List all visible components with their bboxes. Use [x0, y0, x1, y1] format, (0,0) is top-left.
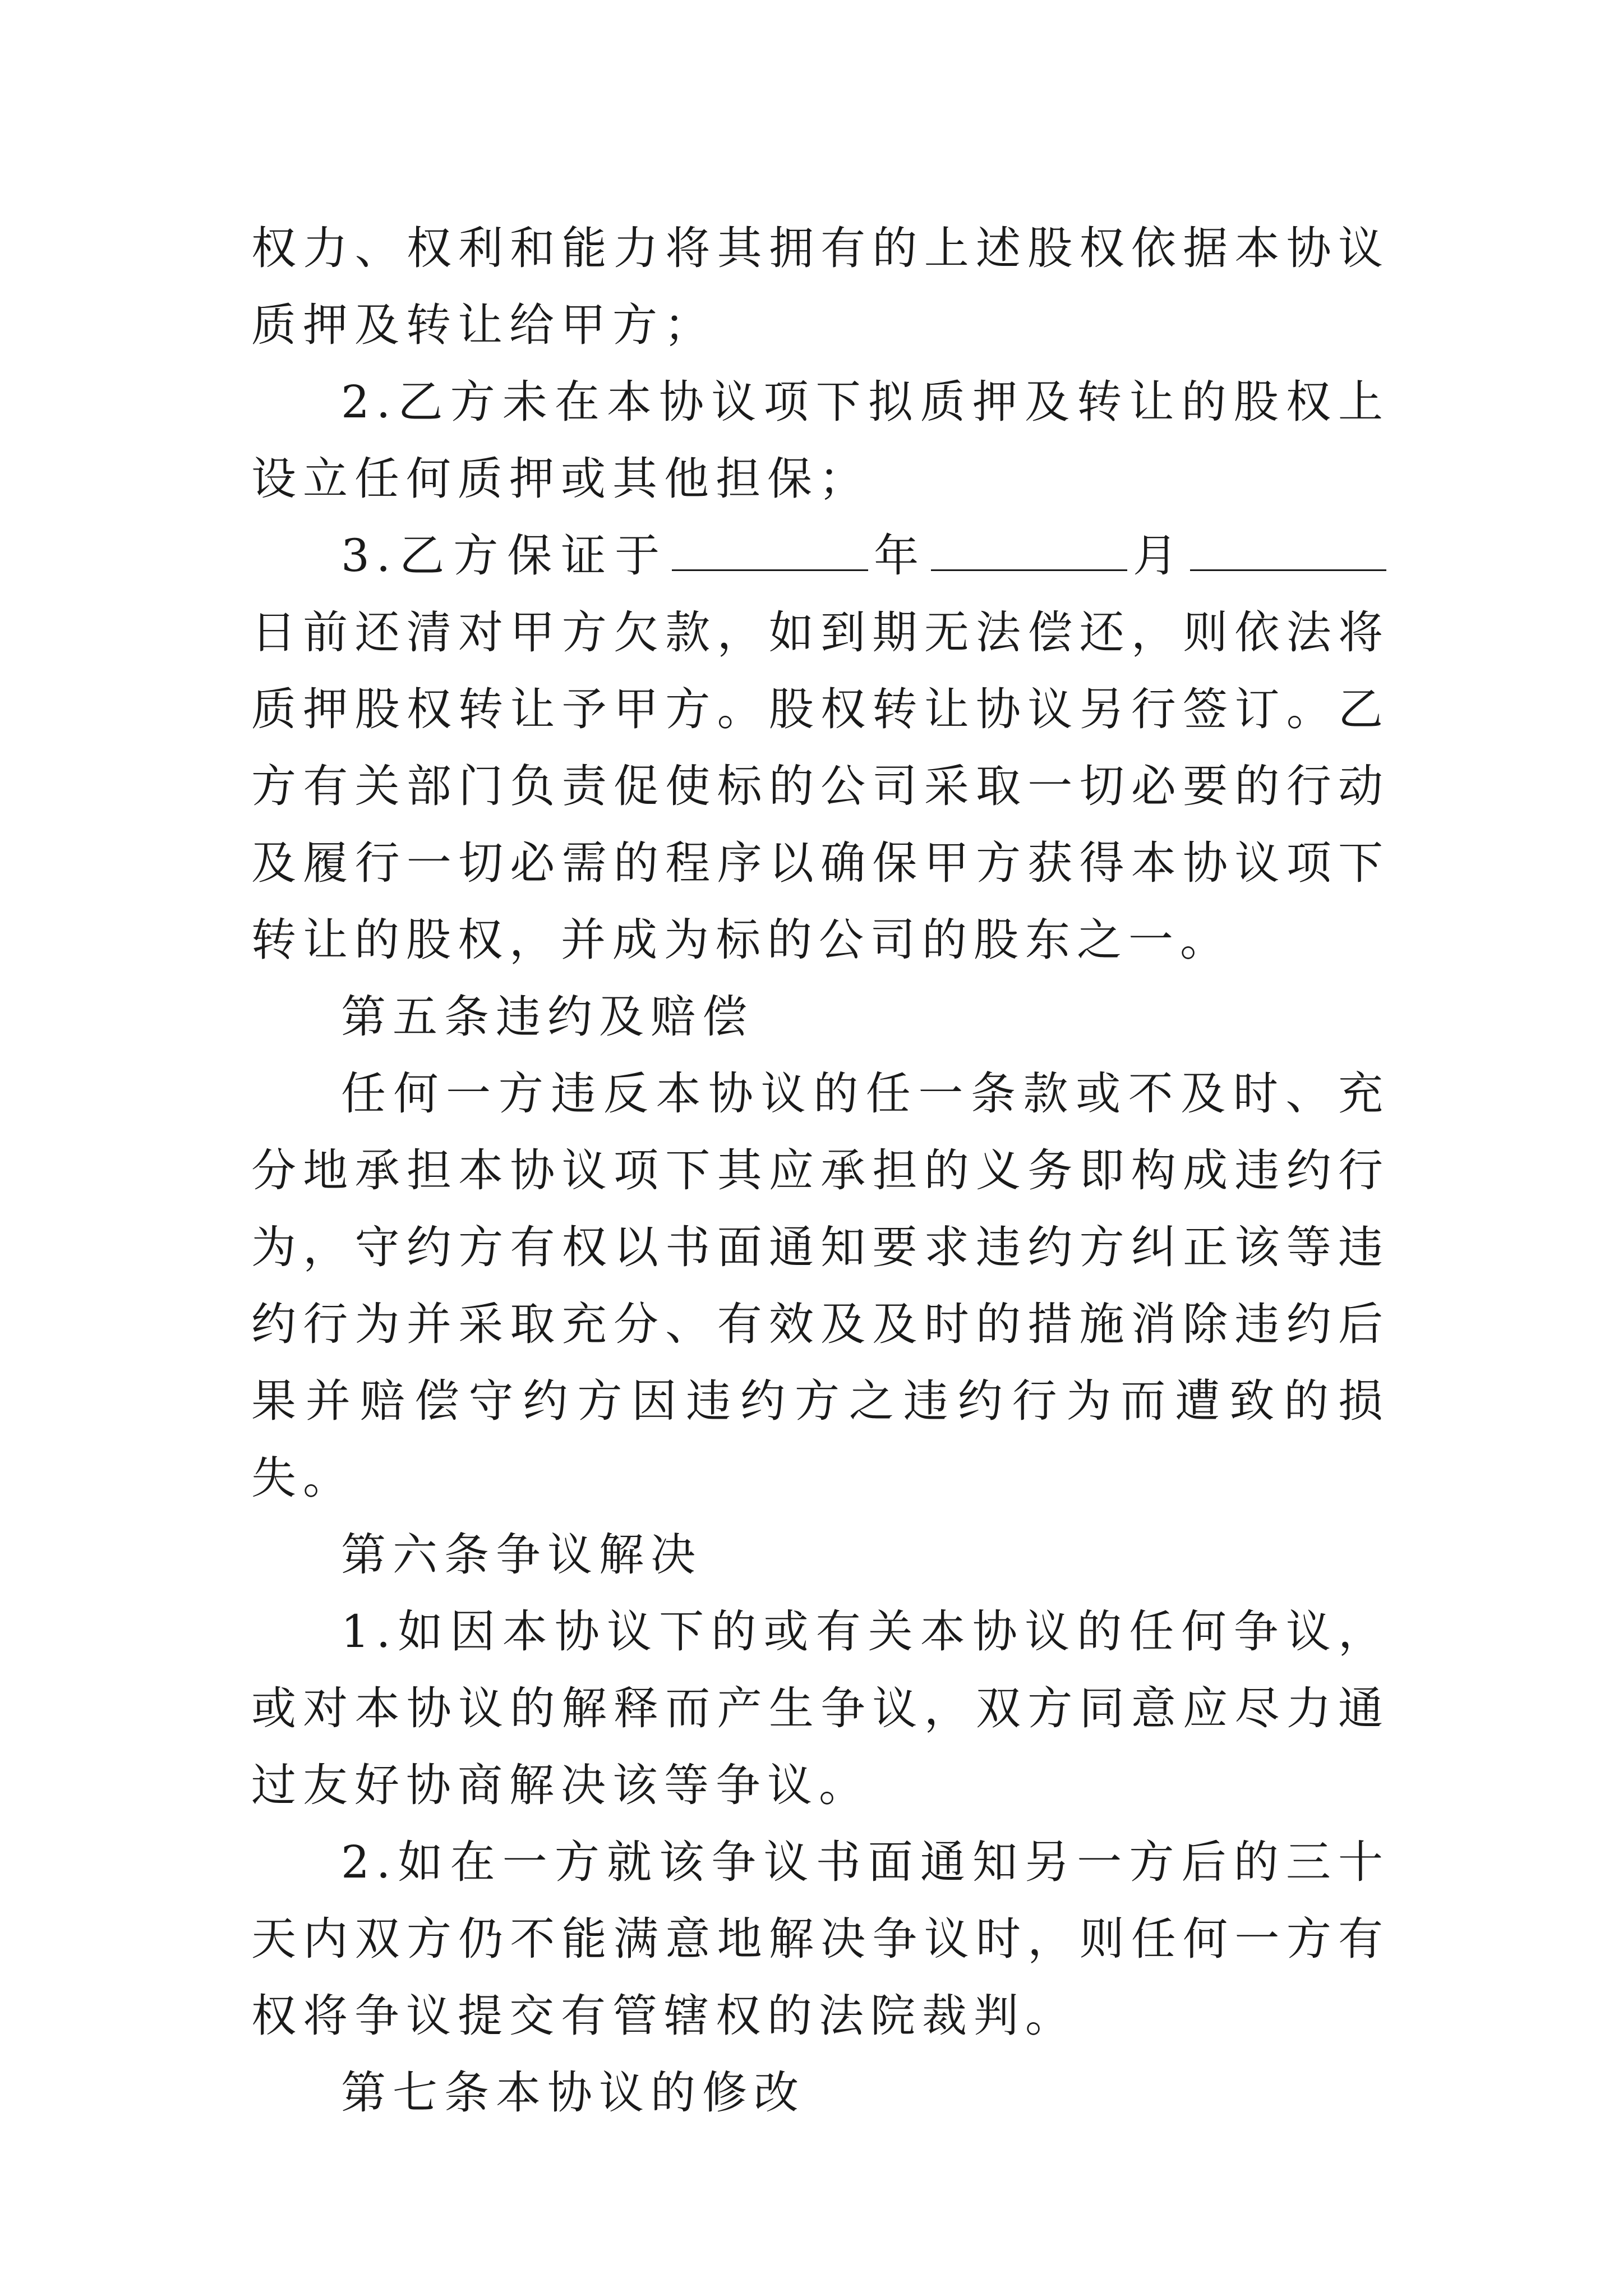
paragraph-breach: 任何一方违反本协议的任一条款或不及时、充分地承担本协议项下其应承担的义务即构成违约行为，守约方有权以书面通知要求违约方纠正该等违约行为并采取充分、有效及及时的措施消除违约后果并赔偿守约方因违约方之违约行为而遭致的损失。 — [251, 1068, 1390, 1504]
paragraph-dispute-2: 2.如在一方就该争议书面通知另一方后的三十天内双方仍不能满意地解决争议时，则任何一方有权将争议提交有管辖权的法院裁判。 — [251, 1836, 1390, 2042]
repayment-prefix: 3.乙方保证于 — [341, 530, 669, 582]
paragraph-dispute-1: 1.如因本协议下的或有关本协议的任何争议，或对本协议的解释而产生争议，双方同意应尽力通过友好协商解决该等争议。 — [251, 1605, 1390, 1811]
month-label: 月 — [1131, 530, 1187, 582]
heading-article-7: 第七条本协议的修改 — [341, 2067, 805, 2119]
paragraph-rights-continued: 权力、权利和能力将其拥有的上述股权依据本协议质押及转让给甲方； — [251, 222, 1390, 351]
year-blank-field[interactable] — [672, 530, 868, 571]
year-label: 年 — [872, 530, 928, 582]
document-body — [251, 210, 1390, 2131]
day-blank-field[interactable] — [1190, 530, 1386, 571]
heading-article-6: 第六条争议解决 — [341, 1529, 702, 1581]
month-blank-field[interactable] — [931, 530, 1127, 571]
heading-article-5: 第五条违约及赔偿 — [341, 991, 754, 1043]
paragraph-repayment-guarantee — [251, 517, 1390, 978]
repayment-rest: 日前还清对甲方欠款，如到期无法偿还，则依法将质押股权转让予甲方。股权转让协议另行签订。乙方有关部门负责促使标的公司采取一切必要的行动及履行一切必需的程序以确保甲方获得本协议项下转让的股权，并成为标的公司的股东之一。 — [251, 606, 1390, 966]
paragraph-no-pledge: 2.乙方未在本协议项下拟质押及转让的股权上设立任何质押或其他担保； — [251, 376, 1390, 505]
